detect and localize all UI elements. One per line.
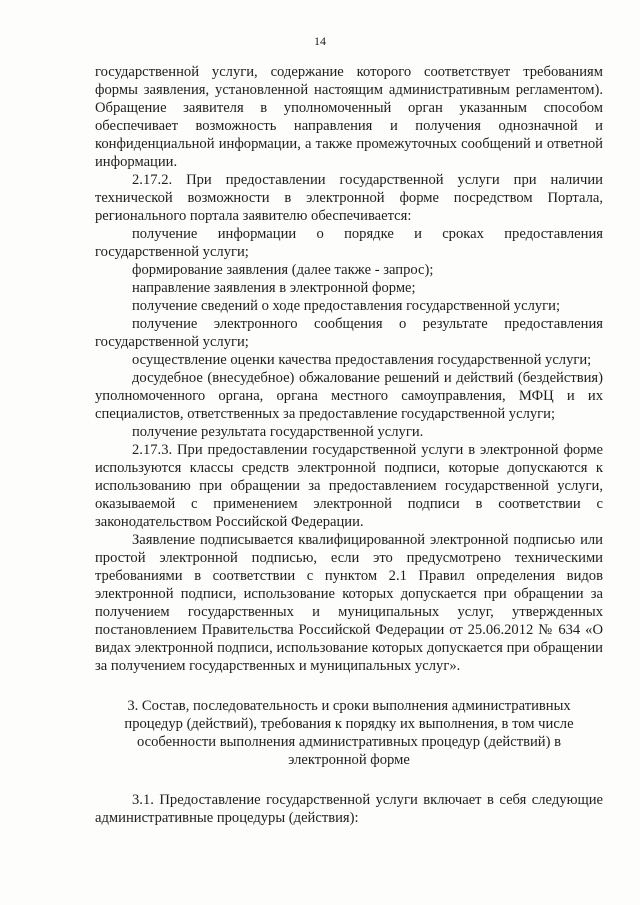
body-paragraph: Заявление подписывается квалифицированной электронной подписью или простой электронной подписью, если это предусмотрено техническими требованиями в соответствии с пунктом 2.1 Правил определения видов электронной подписи, использование которых допускается при обращении за получением государственных и муниципальных услуг, утвержденных постановлением Правительства Российской Федерации от 25.06.2012 № 634 «О видах электронной подписи, использование которых допускается при обращении за получением государственных и муниципальных услуг». — [95, 532, 603, 674]
body-paragraph: получение результата государственной услуги. — [132, 424, 424, 440]
body-paragraph: досудебное (внесудебное) обжалование решений и действий (бездействия) уполномоченного органа, органа местного самоуправления, МФЦ и их специалистов, ответственных за предоставление государственной услуги; — [95, 370, 603, 422]
body-paragraph: 2.17.3. При предоставлении государственной услуги в электронной форме используются классы средств электронной подписи, которые допускаются к использованию при обращении за предоставлением государственной услуги, оказываемой с применением электронной подписи в соответствии с законодательством Российской Федерации. — [95, 442, 603, 530]
section-heading: 3. Состав, последовательность и сроки выполнения административных процедур (действий), требования к порядку их выполнения, в том числе особенности выполнения административных процедур (действий) в электронной форме — [124, 698, 574, 768]
paragraph-list — [95, 63, 603, 675]
body-paragraph: получение электронного сообщения о результате предоставления государственной услуги; — [95, 316, 603, 350]
body-paragraph: 2.17.2. При предоставлении государственной услуги при наличии технической возможности в электронной форме посредством Портала, регионального портала заявителю обеспечивается: — [95, 172, 603, 224]
document-body — [95, 63, 603, 827]
body-paragraph: государственной услуги, содержание которого соответствует требованиям формы заявления, установленной настоящим административным регламентом). Обращение заявителя в уполномоченный орган указанным способом обеспечивает возможность направления и получения однозначной и конфиденциальной информации, а также промежуточных сообщений и ответной информации. — [95, 64, 603, 170]
body-paragraph: получение информации о порядке и сроках предоставления государственной услуги; — [95, 226, 603, 260]
body-paragraph: направление заявления в электронной форме; — [132, 280, 416, 296]
body-paragraph: формирование заявления (далее также - запрос); — [132, 262, 434, 278]
body-paragraph: осуществление оценки качества предоставления государственной услуги; — [132, 352, 592, 368]
closing-paragraph: 3.1. Предоставление государственной услуги включает в себя следующие административные процедуры (действия): — [95, 792, 603, 826]
page-number: 14 — [314, 34, 326, 48]
body-paragraph: получение сведений о ходе предоставления государственной услуги; — [132, 298, 561, 314]
